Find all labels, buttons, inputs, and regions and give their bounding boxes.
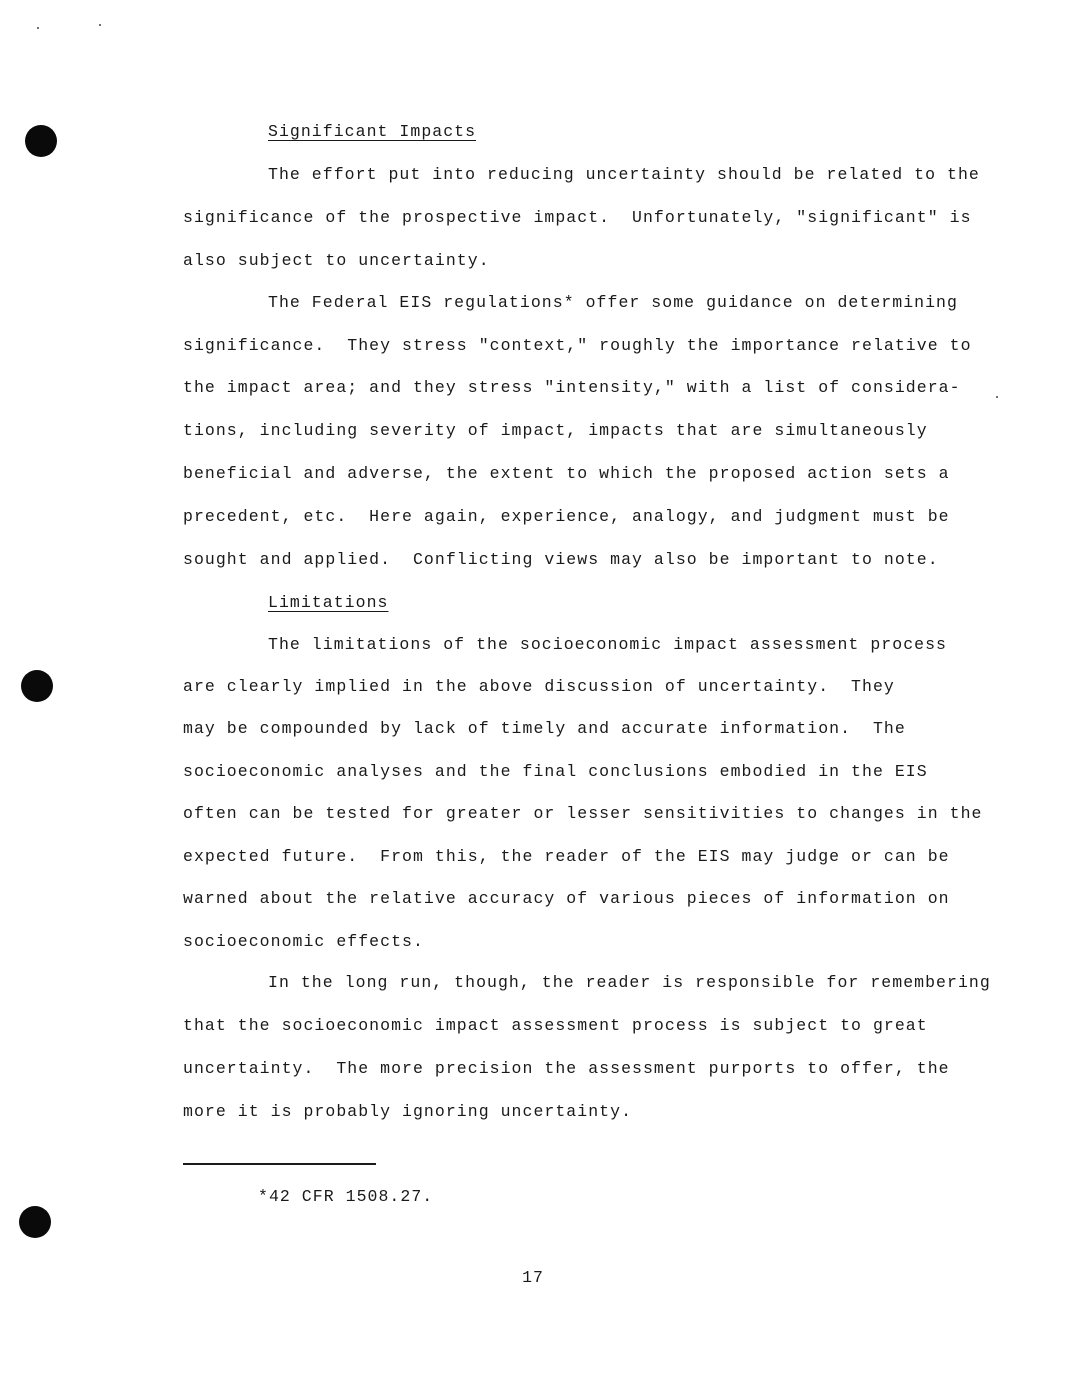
punch-hole-middle <box>21 670 53 702</box>
body-line: The effort put into reducing uncertainty should be related to the <box>268 165 980 184</box>
footnote: *42 CFR 1508.27. <box>258 1187 434 1206</box>
body-line: may be compounded by lack of timely and accurate information. The <box>183 719 906 738</box>
body-line: also subject to uncertainty. <box>183 251 490 270</box>
punch-hole-bottom <box>19 1206 51 1238</box>
section-heading-limitations: Limitations <box>268 593 389 612</box>
body-line: are clearly implied in the above discussion of uncertainty. They <box>183 677 895 696</box>
body-line: precedent, etc. Here again, experience, analogy, and judgment must be <box>183 507 950 526</box>
scan-speck <box>37 27 39 29</box>
body-line: The Federal EIS regulations* offer some guidance on determining <box>268 293 958 312</box>
body-line: uncertainty. The more precision the assessment purports to offer, the <box>183 1059 950 1078</box>
section-heading-significant-impacts: Significant Impacts <box>268 122 477 141</box>
punch-hole-top <box>25 125 57 157</box>
body-line: tions, including severity of impact, impacts that are simultaneously <box>183 421 928 440</box>
body-line: socioeconomic effects. <box>183 932 424 951</box>
body-line: more it is probably ignoring uncertainty. <box>183 1102 633 1121</box>
page-number: 17 <box>522 1268 544 1287</box>
body-line: beneficial and adverse, the extent to which the proposed action sets a <box>183 464 950 483</box>
body-line: significance of the prospective impact. Unfortunately, "significant" is <box>183 208 972 227</box>
body-line: the impact area; and they stress "intensity," with a list of considera- <box>183 378 961 397</box>
body-line: expected future. From this, the reader of the EIS may judge or can be <box>183 847 950 866</box>
body-line: often can be tested for greater or lesser sensitivities to changes in the <box>183 804 983 823</box>
body-line: socioeconomic analyses and the final conclusions embodied in the EIS <box>183 762 928 781</box>
body-line: The limitations of the socioeconomic impact assessment process <box>268 635 947 654</box>
body-line: warned about the relative accuracy of various pieces of information on <box>183 889 950 908</box>
body-line: that the socioeconomic impact assessment process is subject to great <box>183 1016 928 1035</box>
body-line: In the long run, though, the reader is responsible for remembering <box>268 973 991 992</box>
scan-speck <box>996 396 998 398</box>
scan-speck <box>99 24 101 26</box>
footnote-rule <box>183 1163 376 1165</box>
body-line: sought and applied. Conflicting views may also be important to note. <box>183 550 939 569</box>
body-line: significance. They stress "context," roughly the importance relative to <box>183 336 972 355</box>
